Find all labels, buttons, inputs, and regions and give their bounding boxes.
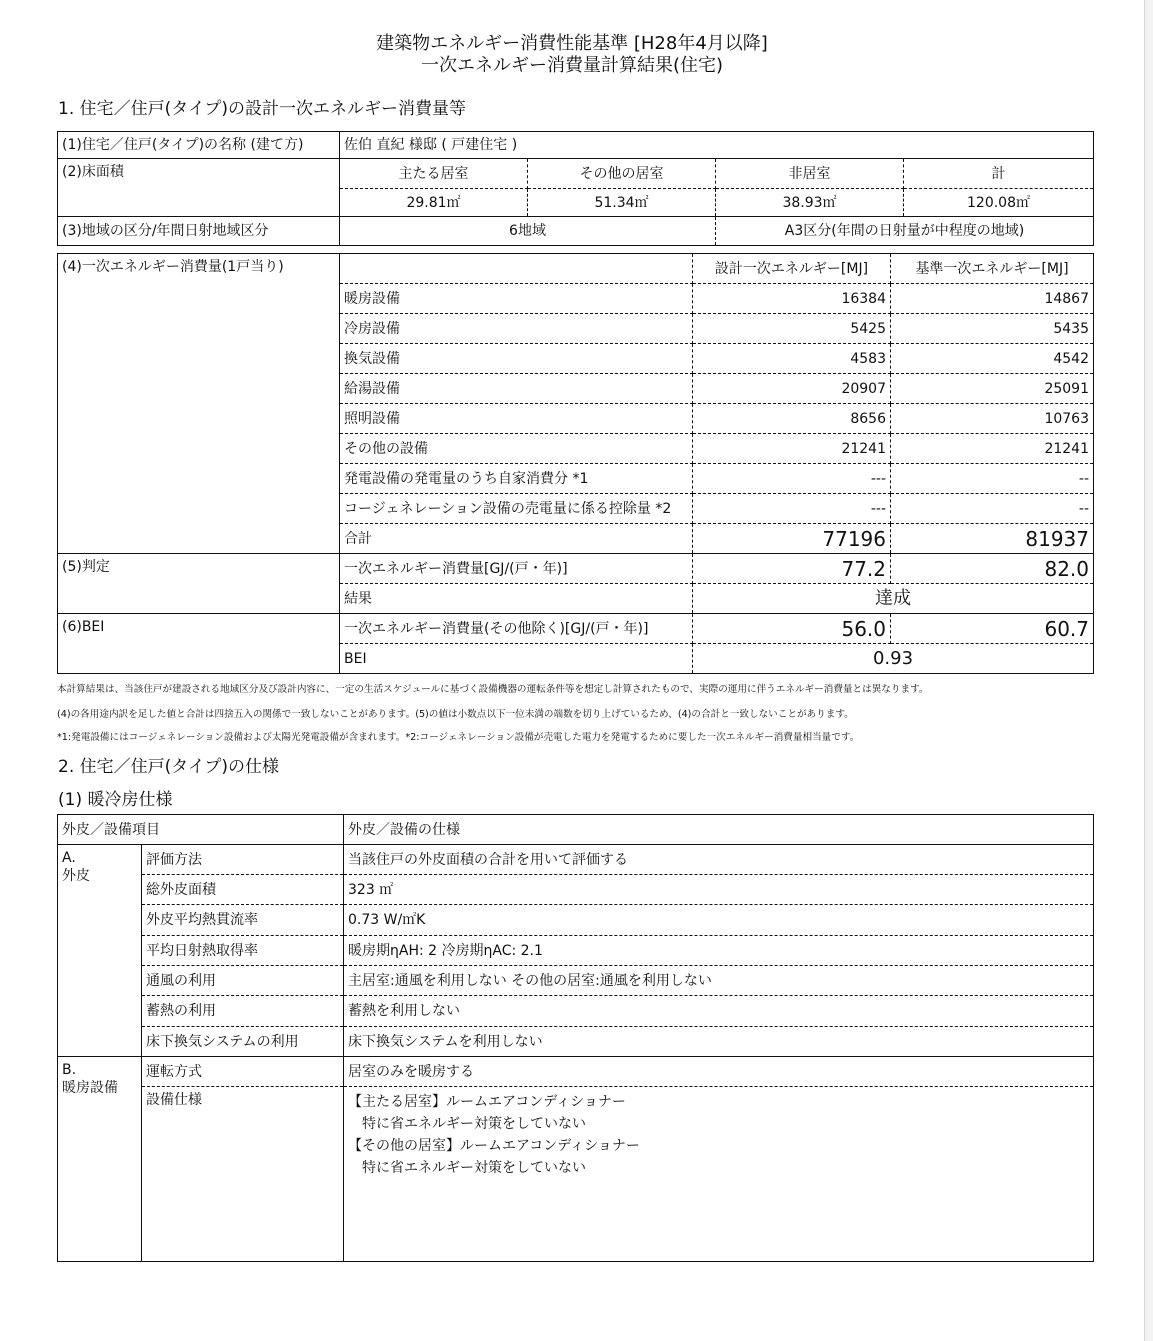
table-row [58, 996, 1094, 1027]
spec-item: 蓄熱の利用 [142, 996, 344, 1027]
spec-item: 総外皮面積 [142, 875, 344, 905]
spec-value: 0.73 W/㎡K [344, 905, 1094, 936]
energy-label: (4)一次エネルギー消費量(1戸当り) [58, 254, 340, 554]
section2-heading: 2. 住宅／住戸(タイプ)の仕様 [58, 757, 280, 777]
group-a-cell [58, 845, 142, 1057]
floor-header-nonliving: 非居室 [716, 159, 904, 189]
energy-row-name: 給湯設備 [340, 374, 693, 404]
energy-breakdown-table [57, 253, 1094, 674]
energy-header-blank [340, 254, 693, 284]
energy-row-design: 5425 [693, 314, 891, 344]
note-2: (4)の各用途内訳を足した値と合計は四捨五入の関係で一致しないことがあります。(5)の値は小数点以下一位未満の端数を切り上げているため、(4)の合計と一致しないことがあります。 [57, 709, 854, 720]
spec-line: 【その他の居室】ルームエアコンディショナー [348, 1138, 640, 1154]
energy-row-name: コージェネレーション設備の売電量に係る控除量 *2 [340, 494, 693, 524]
note-3: *1:発電設備にはコージェネレーション設備および太陽光発電設備が含まれます。*2:コージェネレーション設備が売電した電力を発電するために要した一次エネルギー消費量相当量です。 [57, 732, 860, 743]
group-b-name: 暖房設備 [62, 1080, 118, 1096]
floor-header-total: 計 [904, 159, 1094, 189]
spec-line: 特に省エネルギー対策をしていない [348, 1160, 586, 1176]
heating-cooling-spec-table [57, 814, 1094, 1262]
spec-value: 当該住戸の外皮面積の合計を用いて評価する [344, 845, 1094, 875]
judge-row1-standard: 82.0 [891, 554, 1094, 584]
scrollbar-track[interactable] [1145, 0, 1153, 1341]
energy-row-standard: -- [891, 494, 1094, 524]
floor-area-label: (2)床面積 [58, 159, 340, 217]
bei-row1-label: 一次エネルギー消費量(その他除く)[GJ/(戸・年)] [340, 614, 693, 644]
section1-heading: 1. 住宅／住戸(タイプ)の設計一次エネルギー消費量等 [58, 99, 467, 119]
judge-label: (5)判定 [58, 554, 340, 614]
floor-header-other: その他の居室 [528, 159, 716, 189]
floor-value-main: 29.81㎡ [340, 189, 528, 217]
judge-row1-design: 77.2 [693, 554, 891, 584]
floor-value-other: 51.34㎡ [528, 189, 716, 217]
energy-row-name: 照明設備 [340, 404, 693, 434]
floor-value-total: 120.08㎡ [904, 189, 1094, 217]
energy-row-standard: 4542 [891, 344, 1094, 374]
energy-col-design: 設計一次エネルギー[MJ] [693, 254, 891, 284]
table-row [58, 966, 1094, 996]
name-value: 佐伯 直紀 様邸 ( 戸建住宅 ) [340, 132, 1094, 159]
floor-value-nonliving: 38.93㎡ [716, 189, 904, 217]
energy-row-standard: 21241 [891, 434, 1094, 464]
energy-row-design: --- [693, 494, 891, 524]
bei-value: 0.93 [693, 644, 1094, 674]
bei-label: (6)BEI [58, 614, 340, 674]
region-label: (3)地域の区分/年間日射地域区分 [58, 217, 340, 246]
group-a-code: A. [62, 850, 76, 866]
spec-value: 居室のみを暖房する [344, 1057, 1094, 1087]
energy-row-name: 暖房設備 [340, 284, 693, 314]
floor-header-main: 主たる居室 [340, 159, 528, 189]
group-a-name: 外皮 [62, 868, 90, 884]
spec-item: 床下換気システムの利用 [142, 1027, 344, 1057]
spec-value: 323 ㎡ [344, 875, 1094, 905]
document-subtitle: 一次エネルギー消費量計算結果(住宅) [420, 55, 724, 76]
energy-col-standard: 基準一次エネルギー[MJ] [891, 254, 1094, 284]
energy-row-design: 4583 [693, 344, 891, 374]
spec-line: 特に省エネルギー対策をしていない [348, 1116, 586, 1132]
spec-item: 通風の利用 [142, 966, 344, 996]
spec-item: 平均日射熱取得率 [142, 936, 344, 966]
energy-row-design: 8656 [693, 404, 891, 434]
table-row [58, 936, 1094, 966]
spec-value: 床下換気システムを利用しない [344, 1027, 1094, 1057]
energy-row-name: 発電設備の発電量のうち自家消費分 *1 [340, 464, 693, 494]
bei-row2-label: BEI [340, 644, 693, 674]
judge-result-value: 達成 [693, 584, 1094, 614]
spec-col-spec: 外皮／設備の仕様 [344, 815, 1094, 845]
energy-calc-table [57, 131, 1094, 246]
energy-row-design: 16384 [693, 284, 891, 314]
spec-col-item: 外皮／設備項目 [58, 815, 344, 845]
document-title: 建築物エネルギー消費性能基準 [H28年4月以降] [376, 33, 768, 54]
spec-item: 評価方法 [142, 845, 344, 875]
table-row [58, 905, 1094, 936]
energy-row-standard: 10763 [891, 404, 1094, 434]
bei-row1-design: 56.0 [693, 614, 891, 644]
energy-row-standard: 25091 [891, 374, 1094, 404]
energy-row-standard: 5435 [891, 314, 1094, 344]
spec-line: 【主たる居室】ルームエアコンディショナー [348, 1094, 626, 1110]
solar-region-value: A3区分(年間の日射量が中程度の地域) [716, 217, 1094, 246]
energy-row-design: 21241 [693, 434, 891, 464]
judge-row1-label: 一次エネルギー消費量[GJ/(戸・年)] [340, 554, 693, 584]
energy-row-standard: 14867 [891, 284, 1094, 314]
spec-item: 運転方式 [142, 1057, 344, 1087]
table-row [58, 1027, 1094, 1057]
spec-value: 暖房期ηAH: 2 冷房期ηAC: 2.1 [344, 936, 1094, 966]
table-row [58, 875, 1094, 905]
table-row [58, 1087, 1094, 1262]
note-1: 本計算結果は、当該住戸が建設される地域区分及び設計内容に、一定の生活スケジュールに基づく設備機器の運転条件等を想定し計算されたもので、実際の運用に伴うエネルギー消費量とは異なります。 [57, 684, 929, 695]
spec-item: 設備仕様 [142, 1087, 344, 1262]
energy-total-standard: 81937 [891, 524, 1094, 554]
energy-row-name: 冷房設備 [340, 314, 693, 344]
energy-row-name: その他の設備 [340, 434, 693, 464]
name-label: (1)住宅／住戸(タイプ)の名称 (建て方) [58, 132, 340, 159]
spec-value: 蓄熱を利用しない [344, 996, 1094, 1027]
table-row [58, 1057, 1094, 1087]
group-b-code: B. [62, 1062, 77, 1078]
group-b-cell [58, 1057, 142, 1262]
region-value: 6地域 [340, 217, 716, 246]
section2-subheading: (1) 暖冷房仕様 [58, 790, 173, 810]
table-row [58, 845, 1094, 875]
energy-row-standard: -- [891, 464, 1094, 494]
energy-row-design: --- [693, 464, 891, 494]
energy-row-name: 換気設備 [340, 344, 693, 374]
spec-value: 主居室:通風を利用しない その他の居室:通風を利用しない [344, 966, 1094, 996]
judge-row2-label: 結果 [340, 584, 693, 614]
spec-item: 外皮平均熱貫流率 [142, 905, 344, 936]
energy-total-label: 合計 [340, 524, 693, 554]
energy-total-design: 77196 [693, 524, 891, 554]
energy-row-design: 20907 [693, 374, 891, 404]
bei-row1-standard: 60.7 [891, 614, 1094, 644]
equipment-spec-lines [344, 1087, 1094, 1262]
